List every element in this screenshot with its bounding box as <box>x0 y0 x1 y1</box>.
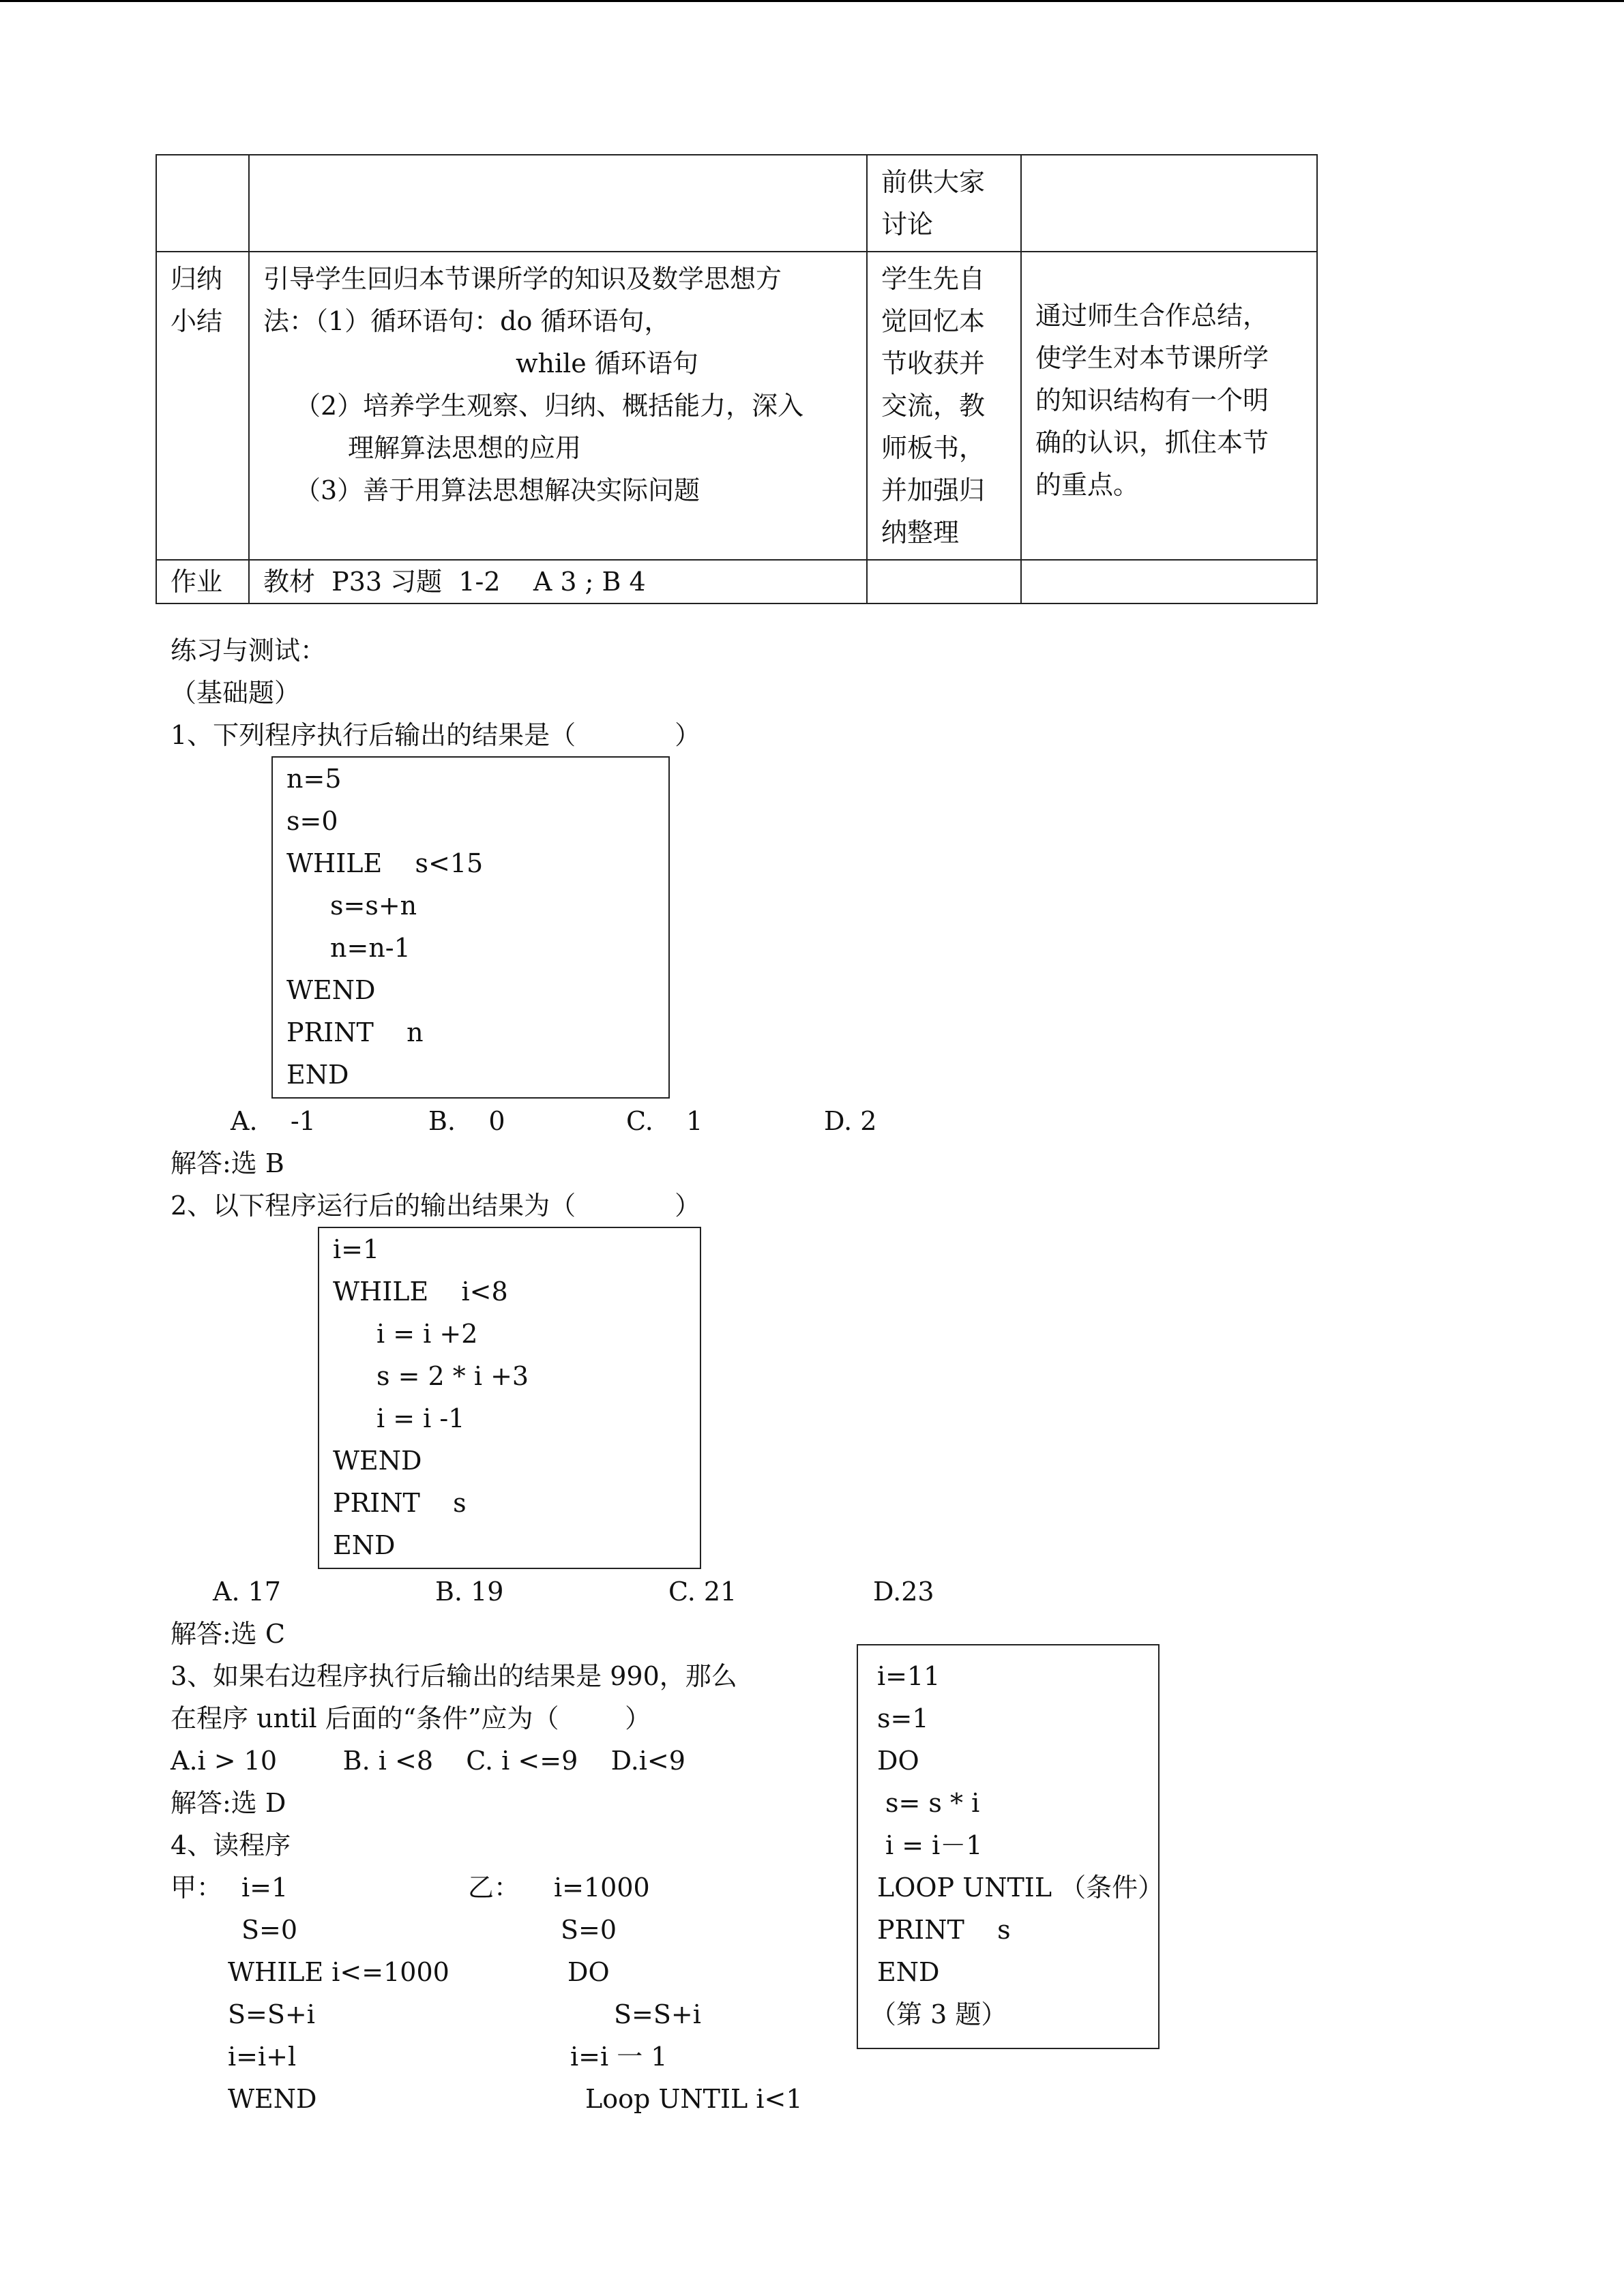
cell-line: 的知识结构有一个明 <box>1035 385 1269 415</box>
cell-line: 并加强归 <box>881 475 986 505</box>
cell-line: 通过师生合作总结， <box>1035 301 1269 331</box>
q1-option-c: C. 1 <box>626 1106 703 1136</box>
q4-jia-label: 甲： <box>171 1873 223 1903</box>
code-line: S=S+i <box>228 1999 315 2029</box>
code-line: WHILE i<=1000 <box>228 1957 449 1987</box>
code-line: S=0 <box>241 1915 298 1945</box>
cell-line: 纳整理 <box>881 518 960 548</box>
cell-line: 师板书， <box>881 433 986 463</box>
code-line: PRINT n <box>286 1017 424 1047</box>
table-row <box>156 155 1317 252</box>
code-line: s=0 <box>286 806 338 836</box>
cell-line: 的重点。 <box>1035 470 1140 500</box>
q1-answer: 解答:选 B <box>171 1148 284 1178</box>
code-line: i=1 <box>241 1873 289 1903</box>
code-line: DO <box>567 1957 610 1987</box>
code-line: S=0 <box>561 1915 617 1945</box>
q2-option-a: A. 17 <box>213 1577 281 1607</box>
table-row <box>156 560 1317 603</box>
cell-line: 小结 <box>171 306 223 336</box>
q1-option-b: B. 0 <box>428 1106 505 1136</box>
cell-line: （3）善于用算法思想解决实际问题 <box>295 475 700 505</box>
code-line: s= s * i <box>885 1788 980 1818</box>
q2-option-d: D.23 <box>873 1577 934 1607</box>
code-line: s=1 <box>877 1703 929 1733</box>
code-line: i=i 一 1 <box>570 2042 668 2072</box>
cell-line: （2）培养学生观察、归纳、概括能力，深入 <box>295 391 804 421</box>
q2-option-b: B. 19 <box>435 1577 504 1607</box>
summary-content-cell <box>249 252 867 560</box>
code-line: i=1 <box>333 1234 380 1264</box>
cell-line: 讨论 <box>881 209 934 239</box>
code-line: WEND <box>286 975 376 1005</box>
q2-code-box <box>318 1227 701 1569</box>
cell-line: 交流，教 <box>881 391 986 421</box>
q2-option-c: C. 21 <box>668 1577 737 1607</box>
code-line: LOOP UNTIL （条件） <box>877 1873 1164 1903</box>
code-line: i = i－1 <box>885 1830 983 1860</box>
cell-line: 学生先自 <box>881 264 986 294</box>
code-line: DO <box>877 1746 919 1776</box>
code-line: END <box>286 1060 349 1090</box>
homework-content-cell <box>249 560 867 603</box>
code-line: PRINT s <box>333 1488 467 1518</box>
q3-options: A.i > 10 B. i <8 C. i <=9 D.i<9 <box>171 1746 685 1776</box>
code-line: n=n-1 <box>330 933 411 963</box>
cell-line: 确的认识，抓住本节 <box>1035 428 1269 458</box>
q1-option-a: A. -1 <box>231 1106 316 1136</box>
q1-code-box <box>271 756 670 1099</box>
lesson-plan-table <box>156 154 1318 604</box>
q1-question: 1、下列程序执行后输出的结果是（ ） <box>171 720 701 750</box>
table-cell <box>156 155 249 252</box>
subsection-title: （基础题） <box>171 678 301 708</box>
section-title: 练习与测试： <box>171 636 327 666</box>
q4-title: 4、读程序 <box>171 1830 291 1860</box>
q3-question-line: 3、如果右边程序执行后输出的结果是 990，那么 <box>171 1661 737 1691</box>
q3-caption: （第 3 题） <box>870 1999 1007 2029</box>
summary-label-cell <box>156 252 249 560</box>
q3-code-box <box>857 1644 1164 2049</box>
cell-line: 节收获并 <box>881 348 986 378</box>
code-line: END <box>333 1530 396 1560</box>
cell-line: 理解算法思想的应用 <box>348 433 582 463</box>
code-line: s = 2 * i +3 <box>377 1361 529 1391</box>
cell-line: 前供大家 <box>881 167 986 197</box>
code-line: n=5 <box>286 764 342 794</box>
code-line: s=s+n <box>330 891 417 921</box>
table-row <box>156 252 1317 560</box>
cell-line: 使学生对本节课所学 <box>1035 343 1269 373</box>
table-cell <box>1021 560 1317 603</box>
code-line: WHILE i<8 <box>333 1277 508 1307</box>
cell-line: while 循环语句 <box>516 348 698 378</box>
q2-question: 2、以下程序运行后的输出结果为（ ） <box>171 1191 701 1221</box>
q3-question-line: 在程序 until 后面的“条件”应为（ ） <box>171 1703 651 1733</box>
q4-yi-label: 乙： <box>468 1873 520 1903</box>
cell-line: 引导学生回归本节课所学的知识及数学思想方 <box>263 264 782 294</box>
code-line: i=i+l <box>228 2042 297 2072</box>
code-line: WHILE s<15 <box>286 848 484 878</box>
table-cell <box>1021 155 1317 252</box>
code-line: i=1000 <box>554 1873 650 1903</box>
code-line: i = i +2 <box>377 1319 478 1349</box>
homework-label-cell <box>156 560 249 603</box>
table-cell <box>867 560 1021 603</box>
code-line: WEND <box>333 1446 422 1476</box>
design-intent-cell <box>1021 252 1317 560</box>
cell-line: 法：（1）循环语句：do 循环语句， <box>263 306 670 336</box>
page-top-border <box>0 0 1624 2</box>
code-line: END <box>877 1957 940 1987</box>
cell-line: 教材 P33 习题 1-2 A 3 ; B 4 <box>263 567 646 597</box>
code-line: WEND <box>228 2084 317 2114</box>
code-line: S=S+i <box>614 1999 701 2029</box>
q2-answer: 解答:选 C <box>171 1619 285 1649</box>
student-activity-cell <box>867 252 1021 560</box>
table-cell <box>249 155 867 252</box>
cell-line: 作业 <box>171 567 223 597</box>
table-cell <box>867 155 1021 252</box>
code-line: Loop UNTIL i<1 <box>585 2084 803 2114</box>
cell-line: 归纳 <box>171 264 223 294</box>
q1-option-d: D. 2 <box>824 1106 877 1136</box>
cell-line: 觉回忆本 <box>881 306 986 336</box>
code-line: i=11 <box>877 1661 941 1691</box>
code-line: PRINT s <box>877 1915 1011 1945</box>
code-line: i = i -1 <box>377 1403 465 1433</box>
q3-answer: 解答:选 D <box>171 1788 286 1818</box>
